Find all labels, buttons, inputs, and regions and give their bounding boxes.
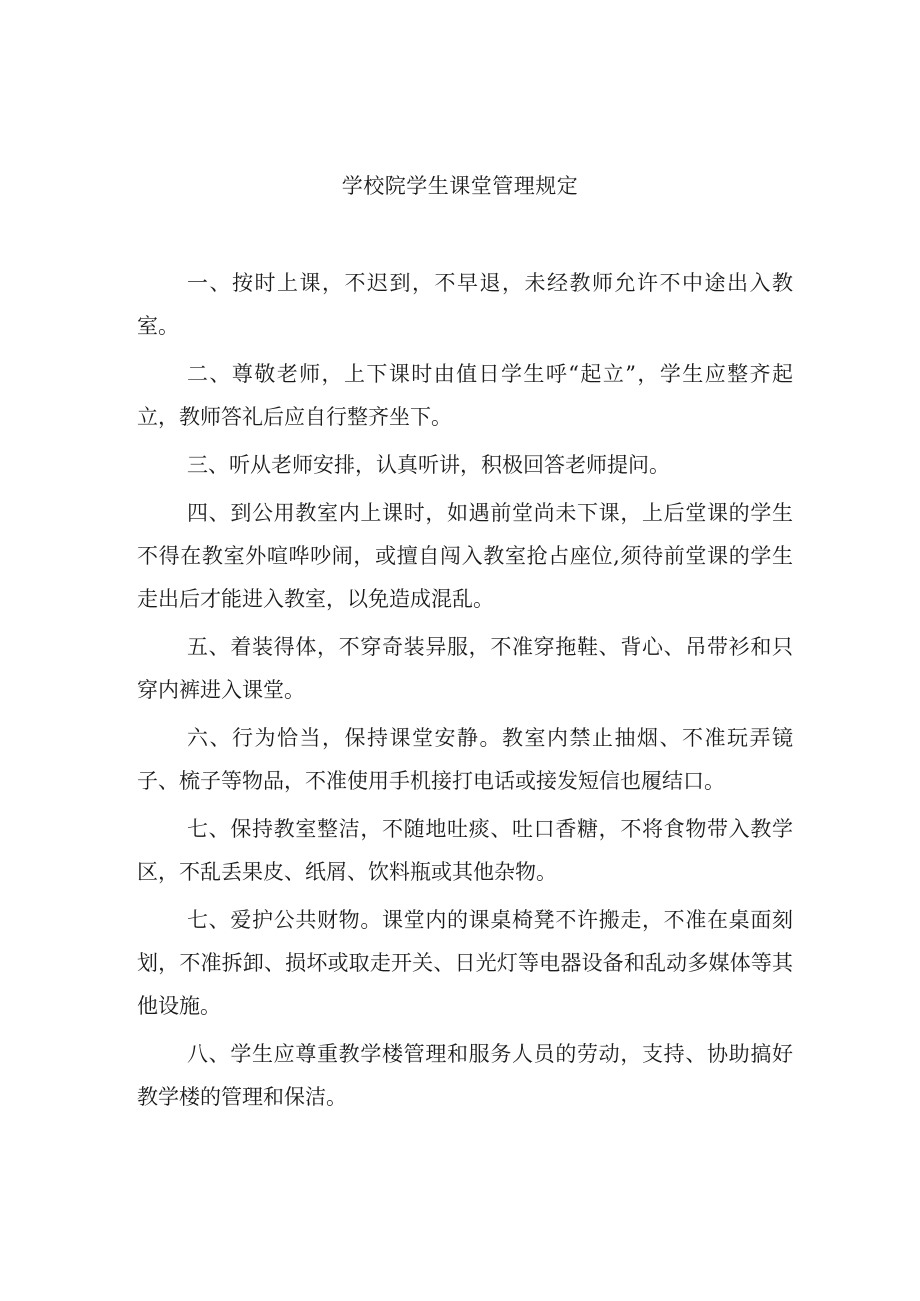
- regulation-item-5: 五、着装得体，不穿奇装异服，不准穿拖鞋、背心、吊带衫和只穿内裤进入课堂。: [137, 635, 793, 702]
- regulation-item-1: 一、按时上课，不迟到，不早退，未经教师允许不中途出入教室。: [137, 271, 793, 338]
- regulation-item-6: 六、行为恰当，保持课堂安静。教室内禁止抽烟、不准玩弄镜子、梳子等物品，不准使用手机接打电话或接发短信也履结口。: [137, 726, 793, 793]
- regulation-body: [137, 262, 793, 1124]
- regulation-item-2: 二、尊敬老师，上下课时由值日学生呼“起立”，学生应整齐起立，教师答礼后应自行整齐坐下。: [137, 362, 793, 429]
- regulation-item-8: 八、学生应尊重教学楼管理和服务人员的劳动，支持、协助搞好教学楼的管理和保洁。: [137, 1042, 793, 1109]
- regulation-item-7b: 七、爱护公共财物。课堂内的课桌椅凳不许搬走，不准在桌面刻划，不准拆卸、损坏或取走开关、日光灯等电器设备和乱动多媒体等其他设施。: [137, 908, 793, 1018]
- regulation-item-7: 七、保持教室整洁，不随地吐痰、吐口香糖，不将食物带入教学区，不乱丢果皮、纸屑、饮料瓶或其他杂物。: [137, 817, 793, 884]
- regulation-item-4: 四、到公用教室内上课时，如遇前堂尚未下课，上后堂课的学生不得在教室外喧哗吵闹，或擅自闯入教室抢占座位,须待前堂课的学生走出后才能进入教室，以免造成混乱。: [137, 501, 793, 611]
- regulation-item-3: 三、听从老师安排，认真听讲，积极回答老师提问。: [187, 453, 670, 477]
- document-title: 学校院学生课堂管理规定: [341, 174, 579, 198]
